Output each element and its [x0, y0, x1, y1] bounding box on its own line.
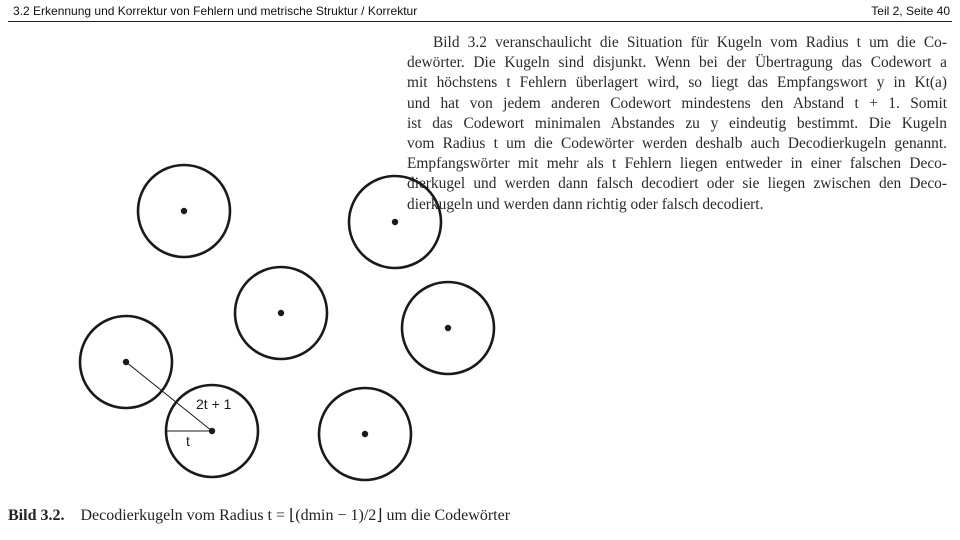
- codeword-point: [445, 325, 451, 331]
- paragraph-line: Empfangswörter mit mehr als t Fehlern liegen entweder in einer falschen Deco-: [407, 155, 947, 173]
- caption-label: Bild 3.2.: [8, 507, 65, 524]
- paragraph-line: vom Radius t um die Codewörter werden deshalb auch Decodierkugeln genannt.: [407, 135, 947, 153]
- page-number: Teil 2, Seite 40: [871, 4, 950, 18]
- distance-label: 2t + 1: [196, 396, 232, 412]
- paragraph-line: ist das Codewort minimalen Abstandes zu y eindeutig bestimmt. Die Kugeln: [407, 114, 947, 132]
- codeword-point: [392, 219, 398, 225]
- paragraph-line: Bild 3.2 veranschaulicht die Situation für Kugeln vom Radius t um die Co-: [433, 34, 947, 51]
- codeword-point: [362, 431, 368, 437]
- caption-text: Decodierkugeln vom Radius t = ⌊(dmin − 1)/2⌋ um die Codewörter: [80, 507, 511, 524]
- radius-label: t: [186, 433, 190, 449]
- figure-caption: [8, 505, 510, 525]
- paragraph-line: dierkugeln und werden dann richtig oder falsch decodiert.: [407, 195, 764, 213]
- page-title: 3.2 Erkennung und Korrektur von Fehlern und metrische Struktur / Korrektur: [13, 4, 418, 18]
- paragraph-line: dewörter. Die Kugeln sind disjunkt. Wenn bei der Übertragung das Codewort a: [407, 54, 947, 72]
- codeword-point: [181, 208, 187, 214]
- paragraph-line: mit höchstens t Fehlern überlagert wird, so liegt das Empfangswort y in Kt(a): [407, 74, 947, 92]
- paragraph-line: und hat von jedem anderen Codewort mindestens den Abstand t + 1. Somit: [407, 94, 947, 112]
- paragraph-line: dierkugel und werden dann falsch decodiert oder sie liegen zwischen den Deco-: [407, 175, 947, 193]
- codeword-point: [278, 310, 284, 316]
